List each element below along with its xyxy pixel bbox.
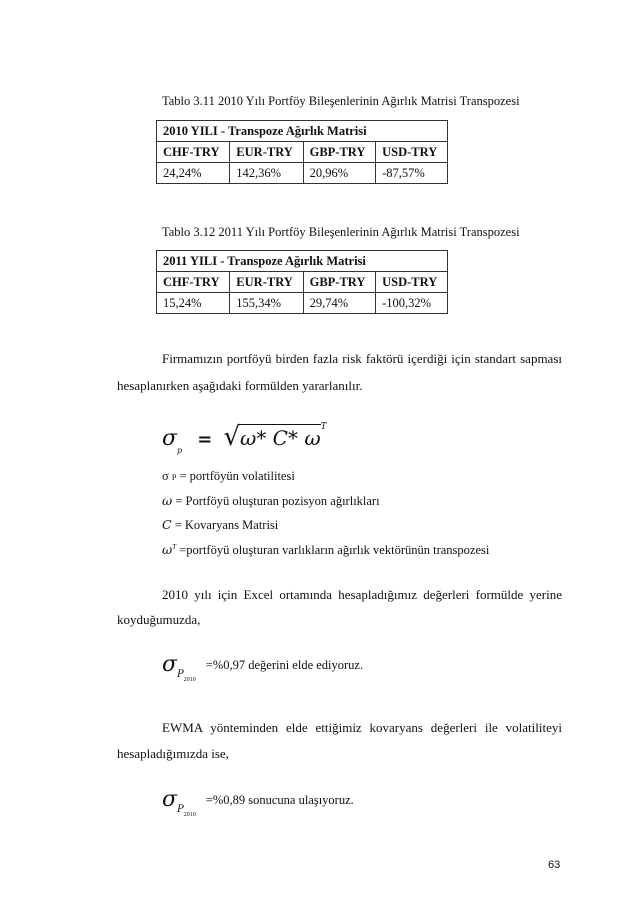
header-chf-try: CHF-TRY [157, 142, 230, 163]
table-title: 2010 YILI - Transpoze Ağırlık Matrisi [157, 121, 448, 142]
definition-omega-transpose [162, 542, 489, 558]
result-sub: P [177, 669, 184, 680]
definition-sub: P [171, 473, 177, 482]
page-number: 63 [548, 859, 561, 871]
value-usd-try: -87,57% [376, 163, 448, 184]
definition-omega [162, 493, 380, 509]
value-usd-try: -100,32% [376, 293, 448, 314]
header-gbp-try: GBP-TRY [303, 142, 376, 163]
formula-equals: = [197, 429, 213, 450]
table-title-row [157, 251, 448, 272]
definition-text: = Kovaryans Matrisi [171, 518, 279, 532]
table-header-row [157, 272, 448, 293]
definition-sup: T [172, 542, 177, 551]
value-gbp-try: 29,74% [303, 293, 376, 314]
definition-text: =portföyü oluşturan varlıkların ağırlık vektörünün transpozesi [176, 543, 490, 557]
definition-symbol: C [162, 517, 172, 532]
paragraph-intro-line2: hesaplanırken aşağıdaki formülden yararlanılır. [117, 378, 363, 393]
header-eur-try: EUR-TRY [230, 142, 303, 163]
table-title-row [157, 121, 448, 142]
definition-symbol: ω [162, 493, 173, 508]
definition-c [162, 517, 278, 533]
header-gbp-try: GBP-TRY [303, 272, 376, 293]
result-subsub: 2010 [183, 812, 196, 818]
table-header-row [157, 142, 448, 163]
table-row [157, 293, 448, 314]
paragraph-2010-line1: 2010 yılı için Excel ortamında hesapladığımız değerleri formülde yerine [162, 587, 562, 602]
result-2010-standard [162, 652, 364, 683]
result-sigma: σ [162, 652, 178, 677]
definition-text: = Portföyü oluşturan pozisyon ağırlıkları [172, 494, 380, 508]
result-sigma: σ [162, 787, 178, 812]
paragraph-ewma-line1: EWMA yönteminden elde ettiğimiz kovaryans değerleri ile volatiliteyi [162, 720, 562, 735]
table-title: 2011 YILI - Transpoze Ağırlık Matrisi [157, 251, 448, 272]
table-row [157, 163, 448, 184]
value-eur-try: 155,34% [230, 293, 303, 314]
formula-sigma: σ [162, 426, 178, 451]
header-eur-try: EUR-TRY [230, 272, 303, 293]
paragraph-ewma-line2: hesapladığımızda ise, [117, 746, 229, 761]
header-usd-try: USD-TRY [376, 272, 448, 293]
result-sub: P [177, 804, 184, 815]
formula-sigma-sub: p [177, 446, 183, 455]
header-chf-try: CHF-TRY [157, 272, 230, 293]
table1-caption: Tablo 3.11 2010 Yılı Portföy Bileşenlerinin Ağırlık Matrisi Transpozesi [162, 94, 520, 108]
definition-text: = portföyün volatilitesi [176, 469, 295, 483]
value-gbp-try: 20,96% [303, 163, 376, 184]
definition-sigma [162, 469, 295, 484]
formula-sqrt: √ [223, 422, 241, 452]
formula-sup: T [320, 421, 327, 432]
result-text: =%0,89 sonucuna ulaşıyoruz. [205, 793, 354, 807]
weight-matrix-table-2011 [156, 250, 448, 314]
formula-body: ω* C* ω [240, 426, 321, 450]
paragraph-intro-line1: Firmamızın portföyü birden fazla risk faktörü içerdiği için standart sapması [162, 351, 562, 366]
value-eur-try: 142,36% [230, 163, 303, 184]
header-usd-try: USD-TRY [376, 142, 448, 163]
value-chf-try: 15,24% [157, 293, 230, 314]
definition-symbol: ω [162, 542, 173, 557]
result-text: =%0,97 değerini elde ediyoruz. [205, 658, 364, 672]
definition-symbol: σ [162, 469, 169, 483]
paragraph-2010-line2: koyduğumuzda, [117, 612, 201, 627]
value-chf-try: 24,24% [157, 163, 230, 184]
weight-matrix-table-2010 [156, 120, 448, 184]
volatility-formula [162, 422, 327, 462]
table2-caption: Tablo 3.12 2011 Yılı Portföy Bileşenlerinin Ağırlık Matrisi Transpozesi [162, 225, 520, 239]
result-2010-ewma [162, 787, 354, 818]
result-subsub: 2010 [183, 677, 196, 683]
